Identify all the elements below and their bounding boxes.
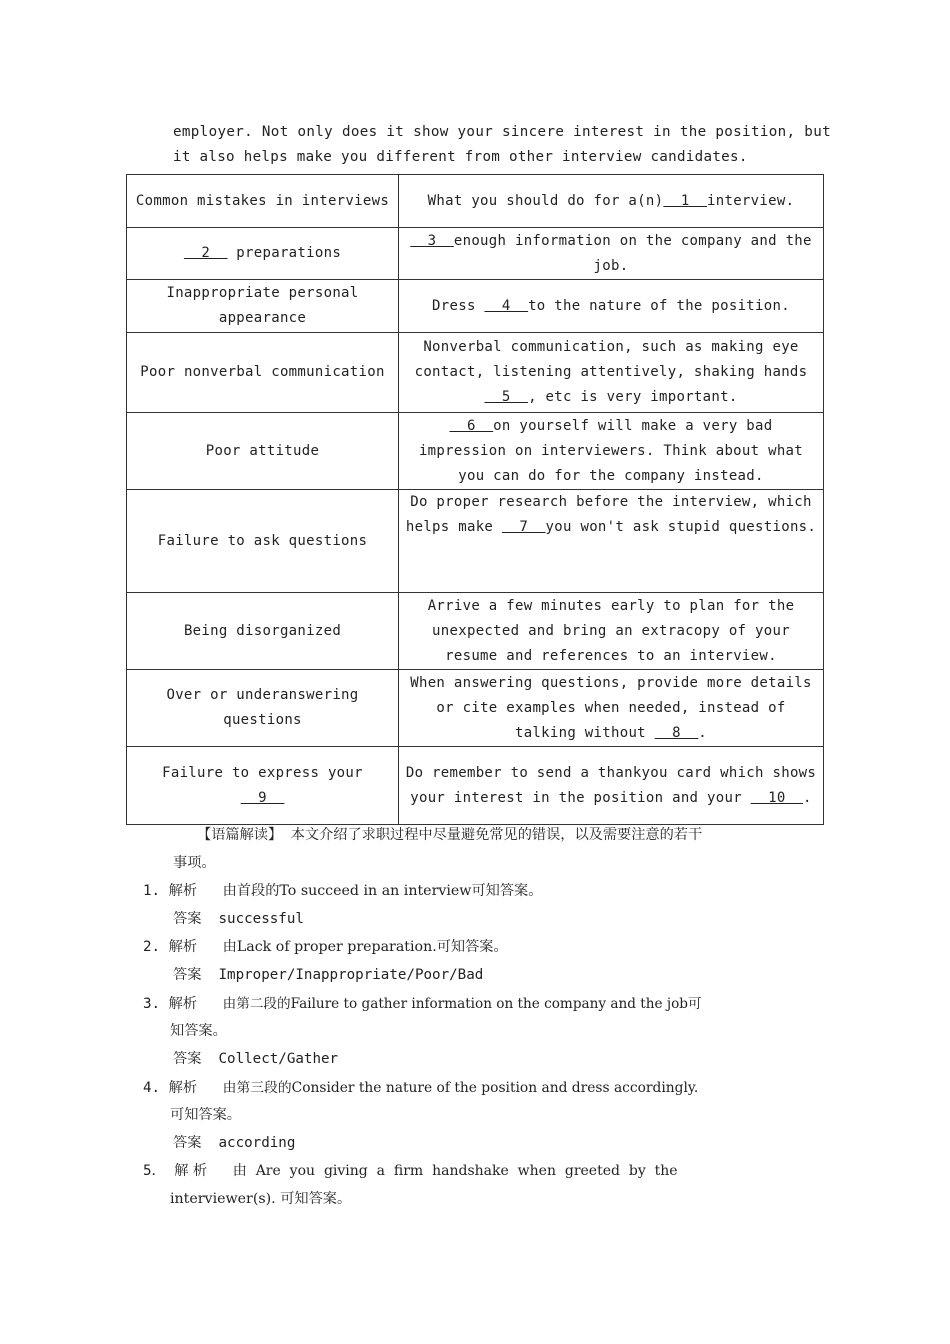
- item-number: 5．: [143, 1163, 166, 1179]
- analysis-item-3: [143, 992, 702, 1013]
- blank-10: 10: [750, 789, 804, 806]
- answer-2: [173, 964, 483, 984]
- table-cell-right: [399, 280, 824, 333]
- analysis-item-3-cont: 知答案。: [170, 1023, 227, 1039]
- cell-text: on yourself will make a very bad impression on interviewers. Think about what you can do for the company instead.: [418, 417, 804, 484]
- answer-label: 答案: [173, 911, 202, 927]
- answer-text: Collect/Gather: [218, 1051, 339, 1067]
- table-row: [127, 333, 824, 413]
- item-text: 由首段的To succeed in an interview可知答案。: [222, 883, 543, 899]
- item-label: 解析: [168, 939, 198, 955]
- cell-text: Poor attitude: [205, 442, 320, 459]
- analysis-heading: 【语篇解读】: [197, 827, 283, 843]
- summary-line-1: [197, 824, 702, 844]
- cell-text: Being disorganized: [183, 622, 342, 639]
- answer-label: 答案: [173, 967, 202, 983]
- item-number: 2.: [143, 939, 161, 955]
- item-label: 解 析: [174, 1163, 208, 1179]
- table-row: [127, 747, 824, 825]
- answer-text: successful: [218, 911, 304, 927]
- blank-4: 4: [484, 297, 529, 314]
- cell-text: , etc is very important.: [528, 389, 738, 405]
- answer-label: 答案: [173, 1051, 202, 1067]
- analysis-item-1: [143, 880, 542, 900]
- summary-text: 本文介绍了求职过程中尽量避免常见的错误，以及需要注意的若干: [290, 827, 703, 843]
- cell-text: .: [803, 789, 812, 806]
- intro-line-1: employer. Not only does it show your sincere interest in the position, but: [173, 124, 831, 140]
- table-cell-left: [127, 333, 399, 413]
- item-label: 解析: [168, 883, 198, 899]
- cell-text: Over or underanswering questions: [166, 687, 359, 728]
- table-row: [127, 490, 824, 593]
- intro-line-2: it also helps make you different from other interview candidates.: [173, 149, 748, 165]
- table-cell-left: [127, 593, 399, 670]
- answer-label: 答案: [173, 1135, 202, 1151]
- table-cell-left: [127, 670, 399, 747]
- cell-text: Poor nonverbal communication: [140, 364, 385, 380]
- summary-line-2: 事项。: [173, 855, 216, 871]
- answer-text: Improper/Inappropriate/Poor/Bad: [218, 967, 484, 983]
- table-cell-right: [399, 228, 824, 280]
- cell-text: Common mistakes in interviews: [135, 192, 390, 209]
- table-row: [127, 175, 824, 228]
- answer-3: [173, 1048, 338, 1068]
- cell-text: Arrive a few minutes early to plan for the unexpected and bring an extracopy of your resume and references to an interview.: [427, 597, 795, 664]
- table-row: [127, 670, 824, 747]
- table-cell-left: [127, 490, 399, 593]
- table-cell-right: [399, 747, 824, 825]
- blank-2: 2: [183, 245, 228, 261]
- blank-3: 3: [410, 232, 454, 249]
- analysis-item-5-cont: interviewer(s). 可知答案。: [170, 1191, 352, 1207]
- table-cell-left: [127, 175, 399, 228]
- blank-6: 6: [449, 417, 494, 434]
- cell-text: .: [698, 724, 708, 741]
- table-row: [127, 593, 824, 670]
- table-cell-left: [127, 747, 399, 825]
- table-cell-right: [399, 333, 824, 413]
- cell-text: Do proper research before the interview, which helps make: [405, 494, 812, 535]
- table-cell-right: [399, 175, 824, 228]
- blank-5: 5: [484, 389, 529, 405]
- cell-text: enough information on the company and the job.: [453, 232, 812, 274]
- blank-1: 1: [663, 192, 708, 209]
- table-row: [127, 228, 824, 280]
- answer-1: [173, 908, 304, 928]
- blank-7: 7: [501, 519, 546, 535]
- cell-text: What you should do for a(n): [427, 192, 664, 209]
- table-cell-right: [399, 490, 824, 593]
- mistakes-table: [126, 174, 824, 825]
- cell-text: Failure to express your: [162, 764, 363, 781]
- table-cell-left: [127, 413, 399, 490]
- item-number: 4.: [143, 1080, 161, 1096]
- cell-text: to the nature of the position.: [528, 297, 790, 314]
- item-number: 1.: [143, 883, 161, 899]
- table-cell-right: [399, 593, 824, 670]
- cell-text: you won't ask stupid questions.: [545, 519, 817, 535]
- cell-text: Failure to ask questions: [157, 532, 368, 549]
- table-cell-left: [127, 280, 399, 333]
- blank-9: 9: [240, 789, 285, 806]
- item-label: 解析: [168, 996, 198, 1012]
- intro-paragraph: [173, 120, 831, 170]
- item-text: 由第二段的Failure to gather information on the company and the job可: [222, 996, 702, 1012]
- cell-text: interview.: [707, 192, 795, 209]
- table-row: [127, 413, 824, 490]
- item-label: 解析: [168, 1080, 198, 1096]
- blank-8: 8: [654, 724, 699, 741]
- item-text: 由Lack of proper preparation.可知答案。: [222, 939, 508, 955]
- cell-text: Nonverbal communication, such as making eye contact, listening attentively, shaking hands: [414, 339, 808, 380]
- cell-text: Inappropriate personal appearance: [166, 285, 359, 326]
- cell-text: Do remember to send a thankyou card which shows your interest in the position and your: [405, 764, 817, 806]
- cell-text: When answering questions, provide more details or cite examples when needed, instead of talking without: [410, 674, 812, 741]
- analysis-item-4: [143, 1076, 698, 1097]
- table-row: [127, 280, 824, 333]
- answer-text: according: [218, 1135, 296, 1151]
- item-text: 由 Are you giving a firm handshake when greeted by the: [232, 1163, 678, 1179]
- item-text: 由第三段的Consider the nature of the position and dress accordingly.: [222, 1080, 699, 1096]
- analysis-item-4-cont: 可知答案。: [170, 1107, 241, 1123]
- answer-4: [173, 1132, 295, 1152]
- table-cell-right: [399, 413, 824, 490]
- table-cell-right: [399, 670, 824, 747]
- table-cell-left: [127, 228, 399, 280]
- analysis-item-5: [143, 1160, 678, 1180]
- analysis-item-2: [143, 936, 508, 956]
- cell-text: preparations: [227, 245, 342, 261]
- item-number: 3.: [143, 996, 161, 1012]
- cell-text: Dress: [432, 297, 485, 314]
